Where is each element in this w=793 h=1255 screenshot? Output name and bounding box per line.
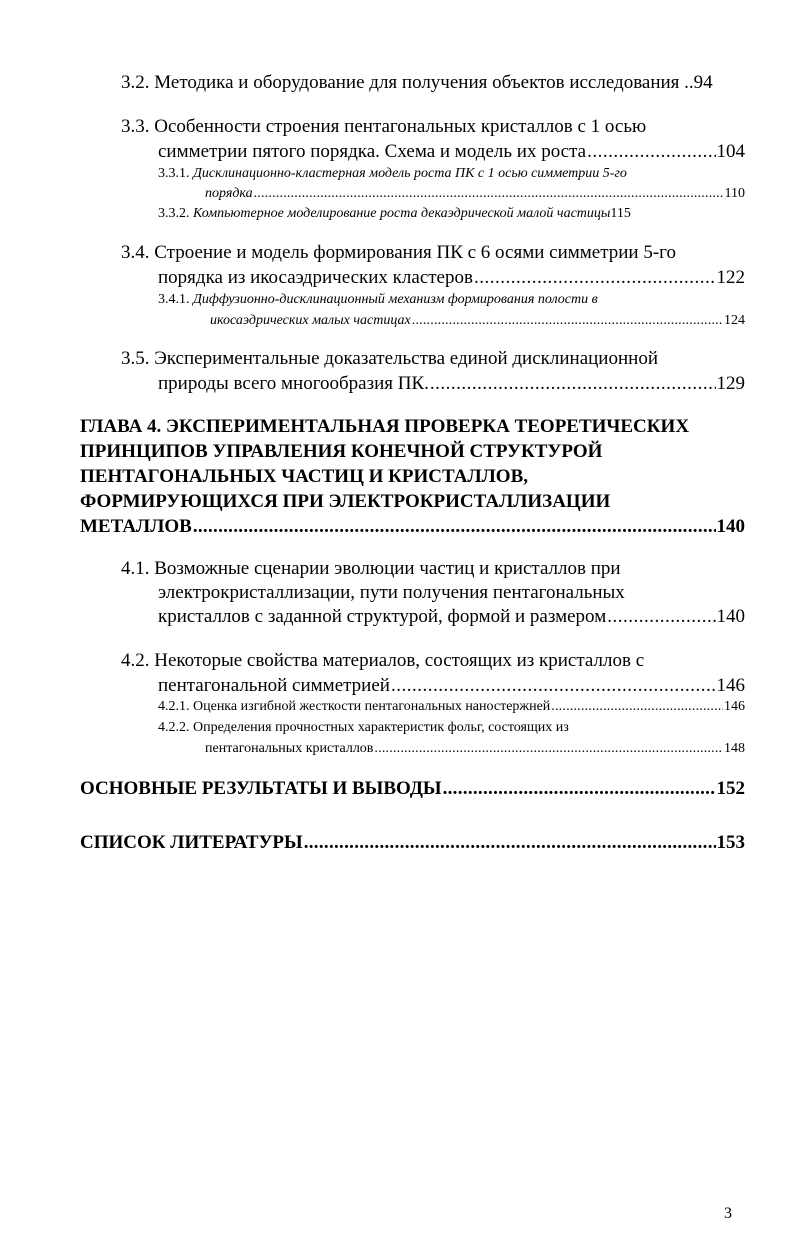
toc-entry-title: порядка из икосаэдрических кластеров	[158, 267, 473, 288]
toc-entry-4-2-line2	[158, 675, 745, 697]
toc-entry-3-3-line2	[158, 141, 745, 163]
toc-entry-number: 3.3.1.	[158, 166, 190, 181]
toc-chapter-4-line1	[80, 416, 745, 438]
toc-entry-title: икосаэдрических малых частицах	[210, 313, 411, 328]
toc-results-and-conclusions	[80, 778, 745, 800]
toc-leader-dots	[412, 313, 723, 329]
toc-leader-dots	[587, 141, 715, 163]
toc-entry-title: 3.4. Строение и модель формирования ПК с 6 осями симметрии 5-го	[121, 242, 676, 263]
toc-chapter-title: МЕТАЛЛОВ	[80, 516, 192, 537]
toc-entry-title: Компьютерное моделирование роста декаэдрической малой частицы	[193, 206, 611, 221]
toc-entry-3-5-line2	[158, 373, 745, 395]
toc-references	[80, 832, 745, 854]
toc-page-number: 153	[716, 832, 745, 853]
toc-entry-3-4-line2	[158, 267, 745, 289]
toc-chapter-title: ПРИНЦИПОВ УПРАВЛЕНИЯ КОНЕЧНОЙ СТРУКТУРОЙ	[80, 441, 603, 462]
toc-entry-title: 3.2. Методика и оборудование для получения объектов исследования ..	[121, 72, 694, 93]
toc-leader-dots	[443, 778, 716, 800]
toc-entry-3-5-line1	[121, 348, 745, 370]
toc-entry-title: 4.2. Некоторые свойства материалов, состоящих из кристаллов с	[121, 650, 645, 671]
toc-entry-4-1-line2	[158, 582, 745, 604]
toc-page-number: 140	[716, 516, 745, 537]
toc-entry-4-1-line1	[121, 558, 745, 580]
toc-page-number: 140	[716, 606, 745, 627]
toc-entry-title: пентагональных кристаллов	[205, 741, 374, 756]
toc-page-number: 122	[716, 267, 745, 288]
toc-page-number: 94	[693, 72, 713, 93]
toc-entry-3-4-1-line2	[210, 313, 745, 329]
toc-chapter-title: СПИСОК ЛИТЕРАТУРЫ	[80, 832, 303, 853]
toc-page-number: 129	[716, 373, 745, 394]
toc-entry-4-2-2-line1	[158, 720, 745, 736]
toc-entry-title: кристаллов с заданной структурой, формой и размером	[158, 606, 607, 627]
toc-entry-4-2-line1	[121, 650, 745, 672]
toc-chapter-title: ГЛАВА 4. ЭКСПЕРИМЕНТАЛЬНАЯ ПРОВЕРКА ТЕОРЕТИЧЕСКИХ	[80, 416, 690, 437]
toc-entry-title: 4.2.1. Оценка изгибной жесткости пентагональных наностержней	[158, 699, 551, 714]
toc-entry-title: порядка	[205, 186, 253, 201]
toc-entry-3-2	[121, 72, 745, 94]
toc-leader-dots	[474, 267, 716, 289]
toc-leader-dots	[391, 675, 716, 697]
toc-entry-3-3-1-line1	[158, 166, 745, 182]
toc-chapter-4-line4	[80, 491, 745, 513]
toc-entry-title: 4.1. Возможные сценарии эволюции частиц и кристаллов при	[121, 558, 621, 579]
toc-chapter-title: ФОРМИРУЮЩИХСЯ ПРИ ЭЛЕКТРОКРИСТАЛЛИЗАЦИИ	[80, 491, 611, 512]
toc-leader-dots	[607, 606, 715, 628]
toc-page-number: 146	[724, 699, 745, 714]
toc-chapter-4-line3	[80, 466, 745, 488]
toc-page-number: 124	[724, 313, 745, 328]
toc-entry-title: Дисклинационно-кластерная модель роста ПК с 1 осью симметрии 5-го	[193, 166, 627, 181]
toc-page-number: 148	[724, 741, 745, 756]
toc-entry-title: 3.5. Экспериментальные доказательства единой дисклинационной	[121, 348, 658, 369]
toc-leader-dots	[304, 832, 716, 854]
toc-entry-4-2-2-line2	[205, 741, 745, 757]
page-number: 3	[724, 1205, 732, 1222]
toc-entry-title: симметрии пятого порядка. Схема и модель их роста	[158, 141, 587, 162]
toc-leader-dots	[254, 186, 724, 202]
toc-entry-number: 3.3.2.	[158, 206, 190, 221]
toc-chapter-4-line5	[80, 516, 745, 538]
toc-page-number: 104	[716, 141, 745, 162]
toc-entry-3-3-line1	[121, 116, 745, 138]
toc-leader-dots	[193, 516, 716, 538]
toc-entry-title: 4.2.2. Определения прочностных характеристик фольг, состоящих из	[158, 720, 569, 735]
toc-entry-4-2-1	[158, 699, 745, 715]
toc-entry-title: природы всего многообразия ПК.	[158, 373, 429, 394]
toc-entry-title: 3.3. Особенности строения пентагональных кристаллов с 1 осью	[121, 116, 647, 137]
toc-chapter-title: ОСНОВНЫЕ РЕЗУЛЬТАТЫ И ВЫВОДЫ	[80, 778, 442, 799]
toc-chapter-4-line2	[80, 441, 745, 463]
toc-entry-title: электрокристаллизации, пути получения пентагональных	[158, 582, 625, 603]
toc-entry-title: Диффузионно-дисклинационный механизм формирования полости в	[193, 292, 598, 307]
toc-entry-number: 3.4.1.	[158, 292, 190, 307]
toc-leader-dots	[430, 373, 716, 395]
toc-entry-4-1-line3	[158, 606, 745, 628]
toc-page-number: 146	[716, 675, 745, 696]
toc-leader-dots	[551, 699, 723, 715]
toc-chapter-title: ПЕНТАГОНАЛЬНЫХ ЧАСТИЦ И КРИСТАЛЛОВ,	[80, 466, 528, 487]
toc-leader-dots	[374, 741, 723, 757]
toc-page-number: 152	[716, 778, 745, 799]
toc-entry-3-4-1-line1	[158, 292, 745, 308]
toc-page-number: 110	[724, 186, 745, 201]
toc-entry-3-3-1-line2	[205, 186, 745, 202]
toc-page-number: 115	[610, 206, 631, 221]
toc-entry-title: пентагональной симметрией	[158, 675, 390, 696]
toc-entry-3-3-2	[158, 206, 745, 222]
toc-entry-3-4-line1	[121, 242, 745, 264]
